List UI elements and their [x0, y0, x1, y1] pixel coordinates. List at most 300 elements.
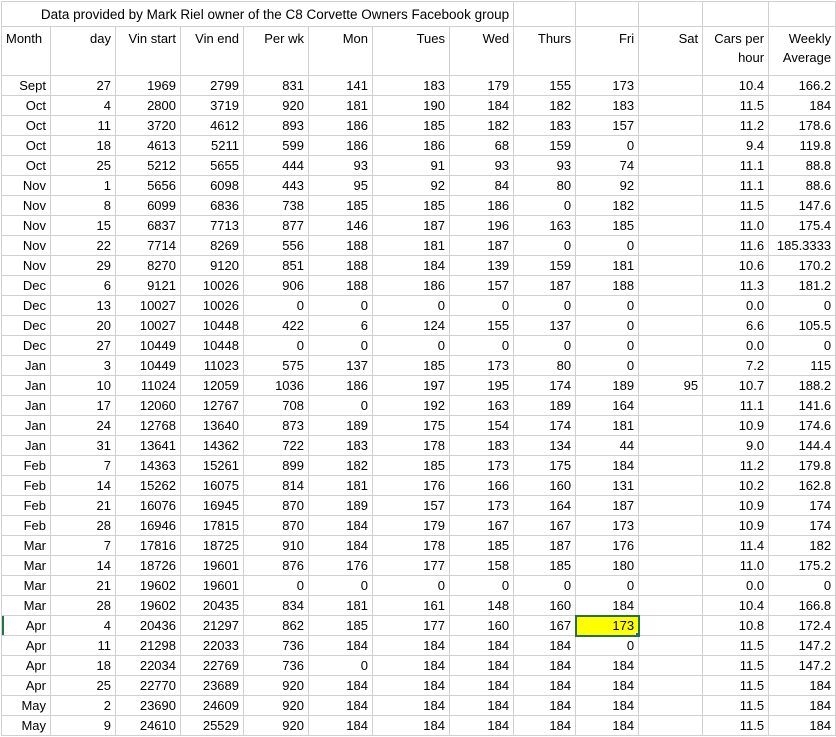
cell-weekly-average[interactable]: 170.2 [769, 256, 836, 276]
cell-sat[interactable] [639, 556, 703, 576]
cell-day[interactable]: 11 [51, 636, 116, 656]
cell-per-wk[interactable]: 876 [244, 556, 309, 576]
cell-weekly-average[interactable]: 147.2 [769, 636, 836, 656]
cell-month[interactable]: Apr [2, 616, 51, 636]
cell-day[interactable]: 14 [51, 476, 116, 496]
cell-weekly-average[interactable]: 88.8 [769, 156, 836, 176]
cell-day[interactable]: 7 [51, 456, 116, 476]
cell-sat[interactable] [639, 616, 703, 636]
cell-vin-end[interactable]: 12059 [181, 376, 244, 396]
cell-per-wk[interactable]: 893 [244, 116, 309, 136]
cell-weekly-average[interactable]: 184 [769, 696, 836, 716]
cell-vin-start[interactable]: 2800 [116, 96, 181, 116]
cell-fri[interactable]: 184 [576, 456, 639, 476]
cell-vin-end[interactable]: 5655 [181, 156, 244, 176]
cell-tues[interactable]: 0 [373, 336, 450, 356]
cell-mon[interactable]: 0 [309, 576, 373, 596]
cell-vin-end[interactable]: 8269 [181, 236, 244, 256]
cell-day[interactable]: 20 [51, 316, 116, 336]
cell-day[interactable]: 9 [51, 716, 116, 736]
cell-weekly-average[interactable]: 162.8 [769, 476, 836, 496]
cell-cars-per-hour[interactable]: 11.5 [703, 676, 769, 696]
cell-wed[interactable]: 173 [450, 456, 514, 476]
cell-tues[interactable]: 184 [373, 636, 450, 656]
cell-sat[interactable] [639, 496, 703, 516]
cell-per-wk[interactable]: 708 [244, 396, 309, 416]
cell-sat[interactable] [639, 516, 703, 536]
cell-vin-start[interactable]: 10027 [116, 296, 181, 316]
cell-wed[interactable]: 184 [450, 696, 514, 716]
cell-per-wk[interactable]: 870 [244, 496, 309, 516]
cell-day[interactable]: 21 [51, 496, 116, 516]
cell-month[interactable]: Mar [2, 596, 51, 616]
cell-month[interactable]: May [2, 716, 51, 736]
cell-tues[interactable]: 184 [373, 716, 450, 736]
cell-vin-end[interactable]: 6836 [181, 196, 244, 216]
cell-wed[interactable]: 0 [450, 336, 514, 356]
cell-day[interactable]: 1 [51, 176, 116, 196]
cell-day[interactable]: 11 [51, 116, 116, 136]
cell-fri[interactable]: 181 [576, 256, 639, 276]
cell-thurs[interactable]: 184 [514, 696, 576, 716]
cell-vin-start[interactable]: 8270 [116, 256, 181, 276]
cell-vin-end[interactable]: 21297 [181, 616, 244, 636]
cell-cars-per-hour[interactable]: 10.6 [703, 256, 769, 276]
cell-cars-per-hour[interactable]: 10.2 [703, 476, 769, 496]
cell-tues[interactable]: 184 [373, 676, 450, 696]
empty-cell[interactable] [576, 2, 639, 27]
column-header-day[interactable]: day [51, 27, 116, 76]
cell-thurs[interactable]: 187 [514, 276, 576, 296]
cell-tues[interactable]: 91 [373, 156, 450, 176]
cell-month[interactable]: Feb [2, 496, 51, 516]
cell-per-wk[interactable]: 910 [244, 536, 309, 556]
cell-month[interactable]: May [2, 696, 51, 716]
cell-vin-start[interactable]: 6099 [116, 196, 181, 216]
cell-month[interactable]: Mar [2, 536, 51, 556]
column-header-vin-end[interactable]: Vin end [181, 27, 244, 76]
cell-sat[interactable] [639, 656, 703, 676]
cell-sat[interactable] [639, 296, 703, 316]
cell-day[interactable]: 3 [51, 356, 116, 376]
cell-fri[interactable]: 184 [576, 696, 639, 716]
cell-wed[interactable]: 157 [450, 276, 514, 296]
cell-vin-end[interactable]: 4612 [181, 116, 244, 136]
cell-mon[interactable]: 186 [309, 376, 373, 396]
cell-tues[interactable]: 177 [373, 616, 450, 636]
cell-fri[interactable]: 0 [576, 336, 639, 356]
cell-month[interactable]: Dec [2, 276, 51, 296]
cell-weekly-average[interactable]: 174.6 [769, 416, 836, 436]
cell-thurs[interactable]: 0 [514, 236, 576, 256]
cell-sat[interactable]: 95 [639, 376, 703, 396]
cell-month[interactable]: Feb [2, 476, 51, 496]
cell-month[interactable]: Jan [2, 436, 51, 456]
cell-cars-per-hour[interactable]: 9.4 [703, 136, 769, 156]
cell-vin-end[interactable]: 3719 [181, 96, 244, 116]
cell-vin-start[interactable]: 13641 [116, 436, 181, 456]
cell-fri[interactable]: 164 [576, 396, 639, 416]
empty-cell[interactable] [514, 2, 576, 27]
cell-vin-start[interactable]: 16076 [116, 496, 181, 516]
cell-thurs[interactable]: 0 [514, 196, 576, 216]
cell-fri[interactable]: 183 [576, 96, 639, 116]
cell-sat[interactable] [639, 676, 703, 696]
cell-vin-start[interactable]: 21298 [116, 636, 181, 656]
cell-day[interactable]: 22 [51, 236, 116, 256]
cell-month[interactable]: Mar [2, 576, 51, 596]
cell-tues[interactable]: 185 [373, 356, 450, 376]
cell-mon[interactable]: 95 [309, 176, 373, 196]
cell-vin-end[interactable]: 25529 [181, 716, 244, 736]
cell-wed[interactable]: 186 [450, 196, 514, 216]
cell-cars-per-hour[interactable]: 11.2 [703, 456, 769, 476]
cell-sat[interactable] [639, 456, 703, 476]
column-header-tues[interactable]: Tues [373, 27, 450, 76]
cell-mon[interactable]: 182 [309, 456, 373, 476]
cell-tues[interactable]: 184 [373, 656, 450, 676]
cell-thurs[interactable]: 159 [514, 256, 576, 276]
cell-mon[interactable]: 186 [309, 136, 373, 156]
cell-weekly-average[interactable]: 141.6 [769, 396, 836, 416]
cell-vin-start[interactable]: 19602 [116, 576, 181, 596]
cell-weekly-average[interactable]: 174 [769, 496, 836, 516]
cell-weekly-average[interactable]: 0 [769, 336, 836, 356]
cell-sat[interactable] [639, 236, 703, 256]
cell-wed[interactable]: 166 [450, 476, 514, 496]
cell-mon[interactable]: 186 [309, 116, 373, 136]
cell-mon[interactable]: 189 [309, 416, 373, 436]
sheet-title-cell[interactable]: Data provided by Mark Riel owner of the C8 Corvette Owners Facebook group [2, 2, 514, 27]
cell-mon[interactable]: 146 [309, 216, 373, 236]
cell-tues[interactable]: 0 [373, 296, 450, 316]
cell-month[interactable]: Mar [2, 556, 51, 576]
cell-fri[interactable]: 184 [576, 656, 639, 676]
cell-weekly-average[interactable]: 88.6 [769, 176, 836, 196]
cell-day[interactable]: 28 [51, 596, 116, 616]
cell-wed[interactable]: 167 [450, 516, 514, 536]
cell-vin-start[interactable]: 14363 [116, 456, 181, 476]
cell-day[interactable]: 17 [51, 396, 116, 416]
cell-per-wk[interactable]: 814 [244, 476, 309, 496]
cell-vin-start[interactable]: 7714 [116, 236, 181, 256]
cell-per-wk[interactable]: 422 [244, 316, 309, 336]
cell-mon[interactable]: 183 [309, 436, 373, 456]
cell-weekly-average[interactable]: 174 [769, 516, 836, 536]
column-header-weekly-average[interactable]: Weekly Average [769, 27, 836, 76]
cell-cars-per-hour[interactable]: 10.9 [703, 496, 769, 516]
cell-wed[interactable]: 184 [450, 656, 514, 676]
cell-sat[interactable] [639, 96, 703, 116]
cell-thurs[interactable]: 167 [514, 516, 576, 536]
cell-day[interactable]: 7 [51, 536, 116, 556]
cell-mon[interactable]: 6 [309, 316, 373, 336]
cell-per-wk[interactable]: 556 [244, 236, 309, 256]
cell-fri[interactable]: 173 [576, 516, 639, 536]
cell-thurs[interactable]: 0 [514, 576, 576, 596]
cell-mon[interactable]: 189 [309, 496, 373, 516]
cell-day[interactable]: 10 [51, 376, 116, 396]
cell-fri[interactable]: 44 [576, 436, 639, 456]
cell-cars-per-hour[interactable]: 10.4 [703, 76, 769, 96]
cell-per-wk[interactable]: 906 [244, 276, 309, 296]
cell-vin-start[interactable]: 5212 [116, 156, 181, 176]
cell-weekly-average[interactable]: 105.5 [769, 316, 836, 336]
cell-wed[interactable]: 160 [450, 616, 514, 636]
cell-sat[interactable] [639, 116, 703, 136]
cell-mon[interactable]: 185 [309, 196, 373, 216]
cell-mon[interactable]: 0 [309, 296, 373, 316]
cell-wed[interactable]: 0 [450, 296, 514, 316]
cell-tues[interactable]: 186 [373, 276, 450, 296]
cell-fri[interactable]: 157 [576, 116, 639, 136]
cell-fri[interactable]: 182 [576, 196, 639, 216]
cell-month[interactable]: Jan [2, 356, 51, 376]
cell-thurs[interactable]: 187 [514, 536, 576, 556]
cell-wed[interactable]: 187 [450, 236, 514, 256]
empty-cell[interactable] [769, 2, 836, 27]
cell-month[interactable]: Nov [2, 256, 51, 276]
cell-wed[interactable]: 93 [450, 156, 514, 176]
cell-sat[interactable] [639, 436, 703, 456]
cell-mon[interactable]: 141 [309, 76, 373, 96]
cell-fri[interactable]: 176 [576, 536, 639, 556]
cell-vin-end[interactable]: 6098 [181, 176, 244, 196]
cell-cars-per-hour[interactable]: 11.3 [703, 276, 769, 296]
cell-mon[interactable]: 184 [309, 536, 373, 556]
cell-per-wk[interactable]: 0 [244, 336, 309, 356]
cell-per-wk[interactable]: 736 [244, 656, 309, 676]
cell-per-wk[interactable]: 0 [244, 296, 309, 316]
cell-per-wk[interactable]: 599 [244, 136, 309, 156]
cell-per-wk[interactable]: 899 [244, 456, 309, 476]
cell-sat[interactable] [639, 696, 703, 716]
cell-sat[interactable] [639, 356, 703, 376]
cell-wed[interactable]: 154 [450, 416, 514, 436]
cell-vin-start[interactable]: 12060 [116, 396, 181, 416]
cell-fri[interactable]: 180 [576, 556, 639, 576]
cell-wed[interactable]: 182 [450, 116, 514, 136]
cell-per-wk[interactable]: 834 [244, 596, 309, 616]
cell-fri[interactable]: 0 [576, 236, 639, 256]
cell-vin-end[interactable]: 9120 [181, 256, 244, 276]
cell-day[interactable]: 14 [51, 556, 116, 576]
cell-per-wk[interactable]: 873 [244, 416, 309, 436]
cell-fri[interactable]: 0 [576, 636, 639, 656]
cell-cars-per-hour[interactable]: 11.4 [703, 536, 769, 556]
cell-per-wk[interactable]: 920 [244, 696, 309, 716]
cell-per-wk[interactable]: 862 [244, 616, 309, 636]
cell-month[interactable]: Nov [2, 216, 51, 236]
cell-day[interactable]: 2 [51, 696, 116, 716]
cell-cars-per-hour[interactable]: 6.6 [703, 316, 769, 336]
cell-tues[interactable]: 175 [373, 416, 450, 436]
cell-thurs[interactable]: 175 [514, 456, 576, 476]
cell-wed[interactable]: 184 [450, 716, 514, 736]
column-header-per-wk[interactable]: Per wk [244, 27, 309, 76]
cell-tues[interactable]: 187 [373, 216, 450, 236]
cell-thurs[interactable]: 80 [514, 356, 576, 376]
cell-cars-per-hour[interactable]: 10.8 [703, 616, 769, 636]
cell-weekly-average[interactable]: 179.8 [769, 456, 836, 476]
cell-fri[interactable]: 0 [576, 136, 639, 156]
cell-month[interactable]: Jan [2, 396, 51, 416]
cell-vin-end[interactable]: 19601 [181, 556, 244, 576]
cell-cars-per-hour[interactable]: 11.5 [703, 716, 769, 736]
cell-day[interactable]: 28 [51, 516, 116, 536]
cell-cars-per-hour[interactable]: 7.2 [703, 356, 769, 376]
cell-fri[interactable]: 0 [576, 316, 639, 336]
cell-day[interactable]: 27 [51, 76, 116, 96]
cell-vin-end[interactable]: 22033 [181, 636, 244, 656]
cell-weekly-average[interactable]: 172.4 [769, 616, 836, 636]
cell-cars-per-hour[interactable]: 11.1 [703, 176, 769, 196]
cell-vin-start[interactable]: 19602 [116, 596, 181, 616]
cell-per-wk[interactable]: 920 [244, 676, 309, 696]
cell-sat[interactable] [639, 396, 703, 416]
cell-weekly-average[interactable]: 184 [769, 676, 836, 696]
cell-wed[interactable]: 183 [450, 436, 514, 456]
cell-cars-per-hour[interactable]: 11.0 [703, 556, 769, 576]
cell-mon[interactable]: 0 [309, 396, 373, 416]
cell-weekly-average[interactable]: 166.8 [769, 596, 836, 616]
cell-fri[interactable]: 131 [576, 476, 639, 496]
cell-per-wk[interactable]: 736 [244, 636, 309, 656]
cell-mon[interactable]: 185 [309, 616, 373, 636]
cell-per-wk[interactable]: 0 [244, 576, 309, 596]
cell-thurs[interactable]: 174 [514, 416, 576, 436]
cell-mon[interactable]: 188 [309, 276, 373, 296]
cell-wed[interactable]: 184 [450, 676, 514, 696]
cell-weekly-average[interactable]: 178.6 [769, 116, 836, 136]
cell-vin-start[interactable]: 15262 [116, 476, 181, 496]
cell-day[interactable]: 27 [51, 336, 116, 356]
cell-month[interactable]: Dec [2, 296, 51, 316]
cell-month[interactable]: Nov [2, 196, 51, 216]
cell-sat[interactable] [639, 716, 703, 736]
cell-cars-per-hour[interactable]: 10.9 [703, 416, 769, 436]
cell-day[interactable]: 31 [51, 436, 116, 456]
cell-sat[interactable] [639, 536, 703, 556]
cell-sat[interactable] [639, 476, 703, 496]
cell-fri[interactable]: 173 [576, 76, 639, 96]
cell-mon[interactable]: 176 [309, 556, 373, 576]
cell-cars-per-hour[interactable]: 0.0 [703, 336, 769, 356]
cell-vin-end[interactable]: 11023 [181, 356, 244, 376]
cell-fri[interactable]: 188 [576, 276, 639, 296]
cell-vin-start[interactable]: 17816 [116, 536, 181, 556]
column-header-fri[interactable]: Fri [576, 27, 639, 76]
cell-weekly-average[interactable]: 0 [769, 296, 836, 316]
cell-month[interactable]: Apr [2, 656, 51, 676]
cell-weekly-average[interactable]: 166.2 [769, 76, 836, 96]
cell-mon[interactable]: 181 [309, 596, 373, 616]
cell-tues[interactable]: 186 [373, 136, 450, 156]
cell-month[interactable]: Feb [2, 456, 51, 476]
cell-cars-per-hour[interactable]: 11.2 [703, 116, 769, 136]
cell-fri[interactable]: 0 [576, 296, 639, 316]
cell-vin-end[interactable]: 2799 [181, 76, 244, 96]
cell-fri[interactable]: 181 [576, 416, 639, 436]
cell-mon[interactable]: 0 [309, 656, 373, 676]
cell-weekly-average[interactable]: 119.8 [769, 136, 836, 156]
column-header-thurs[interactable]: Thurs [514, 27, 576, 76]
cell-mon[interactable]: 188 [309, 256, 373, 276]
cell-vin-start[interactable]: 18726 [116, 556, 181, 576]
cell-sat[interactable] [639, 276, 703, 296]
cell-tues[interactable]: 92 [373, 176, 450, 196]
cell-per-wk[interactable]: 920 [244, 716, 309, 736]
cell-month[interactable]: Sept [2, 76, 51, 96]
cell-month[interactable]: Oct [2, 96, 51, 116]
cell-vin-end[interactable]: 7713 [181, 216, 244, 236]
column-header-wed[interactable]: Wed [450, 27, 514, 76]
cell-weekly-average[interactable]: 175.2 [769, 556, 836, 576]
cell-thurs[interactable]: 160 [514, 596, 576, 616]
cell-vin-end[interactable]: 10448 [181, 316, 244, 336]
selected-cell[interactable]: 173 [576, 616, 639, 636]
cell-tues[interactable]: 185 [373, 456, 450, 476]
cell-tues[interactable]: 178 [373, 436, 450, 456]
cell-mon[interactable]: 184 [309, 716, 373, 736]
cell-weekly-average[interactable]: 184 [769, 96, 836, 116]
cell-sat[interactable] [639, 196, 703, 216]
cell-sat[interactable] [639, 76, 703, 96]
cell-wed[interactable]: 139 [450, 256, 514, 276]
cell-wed[interactable]: 0 [450, 576, 514, 596]
cell-wed[interactable]: 184 [450, 636, 514, 656]
cell-vin-start[interactable]: 11024 [116, 376, 181, 396]
cell-weekly-average[interactable]: 0 [769, 576, 836, 596]
cell-weekly-average[interactable]: 185.3333 [769, 236, 836, 256]
cell-tues[interactable]: 177 [373, 556, 450, 576]
cell-vin-start[interactable]: 22034 [116, 656, 181, 676]
cell-month[interactable]: Oct [2, 116, 51, 136]
cell-cars-per-hour[interactable]: 10.4 [703, 596, 769, 616]
cell-cars-per-hour[interactable]: 10.7 [703, 376, 769, 396]
cell-mon[interactable]: 184 [309, 676, 373, 696]
cell-vin-start[interactable]: 9121 [116, 276, 181, 296]
cell-weekly-average[interactable]: 188.2 [769, 376, 836, 396]
cell-per-wk[interactable]: 851 [244, 256, 309, 276]
cell-thurs[interactable]: 184 [514, 656, 576, 676]
cell-per-wk[interactable]: 877 [244, 216, 309, 236]
cell-vin-start[interactable]: 10449 [116, 336, 181, 356]
cell-weekly-average[interactable]: 144.4 [769, 436, 836, 456]
cell-day[interactable]: 15 [51, 216, 116, 236]
cell-cars-per-hour[interactable]: 11.5 [703, 96, 769, 116]
cell-thurs[interactable]: 137 [514, 316, 576, 336]
cell-tues[interactable]: 124 [373, 316, 450, 336]
cell-month[interactable]: Dec [2, 336, 51, 356]
cell-wed[interactable]: 195 [450, 376, 514, 396]
cell-sat[interactable] [639, 216, 703, 236]
cell-month[interactable]: Oct [2, 136, 51, 156]
cell-vin-end[interactable]: 10448 [181, 336, 244, 356]
cell-sat[interactable] [639, 576, 703, 596]
cell-day[interactable]: 18 [51, 136, 116, 156]
cell-month[interactable]: Feb [2, 516, 51, 536]
cell-vin-end[interactable]: 10026 [181, 276, 244, 296]
cell-thurs[interactable]: 164 [514, 496, 576, 516]
cell-cars-per-hour[interactable]: 11.6 [703, 236, 769, 256]
cell-month[interactable]: Nov [2, 236, 51, 256]
cell-fri[interactable]: 184 [576, 596, 639, 616]
cell-thurs[interactable]: 184 [514, 716, 576, 736]
cell-cars-per-hour[interactable]: 11.5 [703, 696, 769, 716]
cell-thurs[interactable]: 159 [514, 136, 576, 156]
cell-cars-per-hour[interactable]: 11.5 [703, 656, 769, 676]
